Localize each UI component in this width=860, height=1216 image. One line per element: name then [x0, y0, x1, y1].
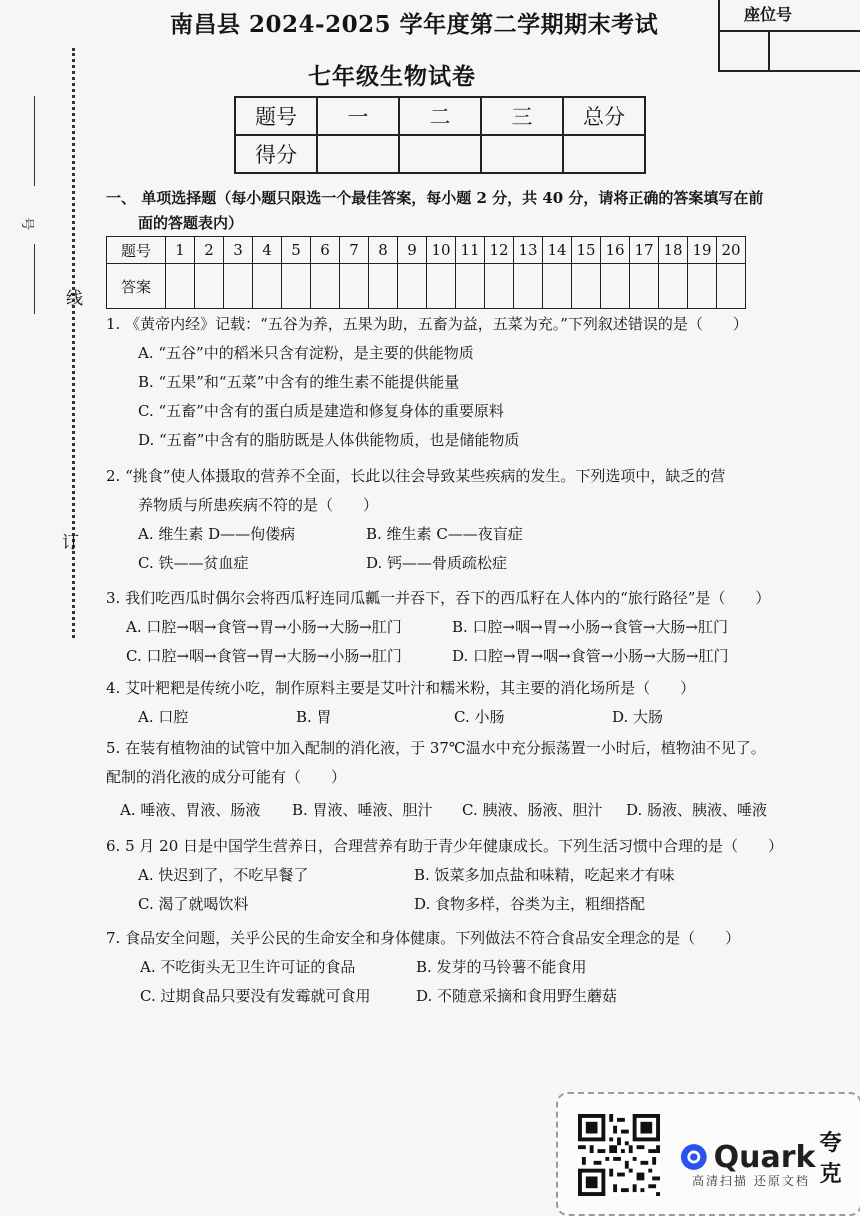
question-stem: 3. 我们吃西瓜时偶尔会将西瓜籽连同瓜瓤一并吞下，吞下的西瓜籽在人体内的“旅行路径”是（ ）	[106, 589, 771, 607]
option-a: A. 维生素 D——佝偻病	[138, 525, 296, 543]
score-header-cell: 总分	[563, 97, 645, 135]
score-entry-cell[interactable]	[317, 135, 399, 173]
answer-number-cell: 14	[543, 237, 572, 264]
question-6	[106, 832, 796, 919]
question-stem: 4. 艾叶粑粑是传统小吃，制作原料主要是艾叶汁和糯米粉，其主要的消化场所是（ ）	[106, 679, 696, 697]
answer-number-cell: 7	[340, 237, 369, 264]
answer-table-answer-label: 答案	[107, 264, 166, 309]
answer-entry-cell[interactable]	[311, 264, 340, 309]
option-b: B. 胃液、唾液、胆汁	[292, 801, 433, 819]
section-heading	[106, 186, 786, 236]
answer-number-cell: 16	[601, 237, 630, 264]
option-c: C. 胰液、肠液、胆汁	[462, 801, 603, 819]
option-b: B. 维生素 C——夜盲症	[366, 525, 523, 543]
answer-entry-cell[interactable]	[572, 264, 601, 309]
answer-entry-cell[interactable]	[456, 264, 485, 309]
answer-number-cell: 18	[659, 237, 688, 264]
answer-number-cell: 5	[282, 237, 311, 264]
option-a: A. 口腔	[138, 708, 189, 726]
answer-entry-cell[interactable]	[659, 264, 688, 309]
score-header-cell: 二	[399, 97, 481, 135]
answer-entry-cell[interactable]	[369, 264, 398, 309]
answer-number-cell: 4	[253, 237, 282, 264]
answer-number-cell: 6	[311, 237, 340, 264]
option-a: A. 快迟到了，不吃早餐了	[138, 866, 309, 884]
qr-code-icon	[578, 1114, 660, 1196]
answer-entry-cell[interactable]	[514, 264, 543, 309]
answer-entry-cell[interactable]	[282, 264, 311, 309]
answer-number-cell: 15	[572, 237, 601, 264]
margin-hao-char: 号	[19, 216, 35, 231]
option-a: A. 不吃街头无卫生许可证的食品	[140, 958, 356, 976]
exam-subtitle: 七年级生物试卷	[308, 63, 476, 90]
option-b: B. 发芽的马铃薯不能食用	[416, 958, 587, 976]
answer-number-cell: 19	[688, 237, 717, 264]
margin-rule-bottom	[34, 244, 35, 314]
score-entry-cell[interactable]	[563, 135, 645, 173]
option-c: C. 过期食品只要没有发霉就可食用	[140, 987, 371, 1005]
score-entry-cell[interactable]	[399, 135, 481, 173]
option-b: B. 胃	[296, 708, 332, 726]
margin-rule-top	[34, 96, 35, 186]
option-c: C. 口腔→咽→食管→胃→大肠→小肠→肛门	[126, 647, 402, 665]
quark-watermark-badge	[556, 1092, 860, 1216]
answer-entry-cell[interactable]	[630, 264, 659, 309]
quark-tagline: 高清扫描 还原文档	[692, 1174, 810, 1188]
answer-entry-cell[interactable]	[543, 264, 572, 309]
option-c: C. 渴了就喝饮料	[138, 895, 249, 913]
quark-brand-en: Quark	[713, 1139, 816, 1175]
quark-logo-icon	[680, 1142, 708, 1172]
option-d: D. “五畜”中含有的脂肪既是人体供能物质，也是储能物质	[138, 431, 520, 449]
option-a: A. 口腔→咽→食管→胃→小肠→大肠→肛门	[126, 618, 402, 636]
answer-table	[106, 236, 746, 309]
answer-entry-cell[interactable]	[601, 264, 630, 309]
question-stem-cont: 配制的消化液的成分可能有（ ）	[106, 768, 347, 786]
score-entry-cell[interactable]	[481, 135, 563, 173]
answer-number-cell: 9	[398, 237, 427, 264]
answer-number-cell: 2	[195, 237, 224, 264]
answer-table-head-label: 题号	[107, 237, 166, 264]
option-d: D. 不随意采摘和食用野生蘑菇	[416, 987, 618, 1005]
question-1	[106, 310, 796, 455]
answer-entry-cell[interactable]	[195, 264, 224, 309]
answer-number-cell: 11	[456, 237, 485, 264]
option-b: B. 口腔→咽→胃→小肠→食管→大肠→肛门	[452, 618, 728, 636]
seat-number-label: 座位号	[744, 5, 793, 24]
answer-entry-cell[interactable]	[340, 264, 369, 309]
question-stem: 2. “挑食”使人体摄取的营养不全面，长此以往会导致某些疾病的发生。下列选项中，缺乏的营	[106, 467, 726, 485]
option-d: D. 口腔→胃→咽→食管→小肠→大肠→肛门	[452, 647, 729, 665]
answer-entry-cell[interactable]	[166, 264, 195, 309]
question-stem: 7. 食品安全问题，关乎公民的生命安全和身体健康。下列做法不符合食品安全理念的是（ ）	[106, 929, 741, 947]
answer-number-cell: 17	[630, 237, 659, 264]
score-header-cell: 一	[317, 97, 399, 135]
question-stem: 1. 《黄帝内经》记载：“五谷为养，五果为助，五畜为益，五菜为充。”下列叙述错误的是（ ）	[106, 315, 748, 333]
answer-entry-cell[interactable]	[717, 264, 746, 309]
exam-title: 南昌县 2024-2025 学年度第二学期期末考试	[170, 11, 659, 38]
score-header-cell: 题号	[235, 97, 317, 135]
answer-number-cell: 10	[427, 237, 456, 264]
section-heading-line1: 一、 单项选择题（每小题只限选一个最佳答案，每小题 2 分，共 40 分，请将正确的答案填写在前	[106, 189, 764, 207]
option-d: D. 大肠	[612, 708, 664, 726]
answer-entry-cell[interactable]	[224, 264, 253, 309]
answer-number-cell: 13	[514, 237, 543, 264]
answer-entry-cell[interactable]	[688, 264, 717, 309]
answer-number-cell: 12	[485, 237, 514, 264]
question-3	[106, 584, 796, 671]
binding-ding-char: 订	[62, 533, 79, 553]
section-heading-line2: 面的答题表内）	[138, 214, 244, 232]
option-d: D. 钙——骨质疏松症	[366, 554, 508, 572]
question-2	[106, 462, 796, 578]
question-stem-cont: 养物质与所患疾病不符的是（ ）	[138, 496, 379, 514]
answer-number-cell: 8	[369, 237, 398, 264]
option-b: B. “五果”和“五菜”中含有的维生素不能提供能量	[138, 373, 460, 391]
answer-number-cell: 20	[717, 237, 746, 264]
quark-brand-cn: 夸克	[819, 1131, 842, 1187]
answer-number-cell: 3	[224, 237, 253, 264]
option-c: C. 铁——贫血症	[138, 554, 249, 572]
question-stem: 6. 5 月 20 日是中国学生营养日，合理营养有助于青少年健康成长。下列生活习惯中合理的是（ ）	[106, 837, 784, 855]
option-d: D. 食物多样，谷类为主，粗细搭配	[414, 895, 646, 913]
answer-entry-cell[interactable]	[427, 264, 456, 309]
score-label-cell: 得分	[235, 135, 317, 173]
score-table	[234, 96, 646, 174]
question-7	[106, 924, 796, 1011]
question-stem: 5. 在装有植物油的试管中加入配制的消化液，于 37℃温水中充分振荡置一小时后，植物油不见了。	[106, 739, 766, 757]
option-c: C. “五畜”中含有的蛋白质是建造和修复身体的重要原料	[138, 402, 504, 420]
answer-entry-cell[interactable]	[398, 264, 427, 309]
option-d: D. 肠液、胰液、唾液	[626, 801, 768, 819]
option-a: A. 唾液、胃液、肠液	[120, 801, 261, 819]
seat-number-box	[718, 0, 860, 72]
question-5	[106, 734, 796, 825]
option-a: A. “五谷”中的稻米只含有淀粉，是主要的供能物质	[138, 344, 474, 362]
answer-entry-cell[interactable]	[253, 264, 282, 309]
question-4	[106, 674, 796, 732]
score-header-cell: 三	[481, 97, 563, 135]
option-c: C. 小肠	[454, 708, 505, 726]
option-b: B. 饭菜多加点盐和味精，吃起来才有味	[414, 866, 675, 884]
answer-number-cell: 1	[166, 237, 195, 264]
binding-line-char: 线	[66, 289, 83, 309]
answer-entry-cell[interactable]	[485, 264, 514, 309]
